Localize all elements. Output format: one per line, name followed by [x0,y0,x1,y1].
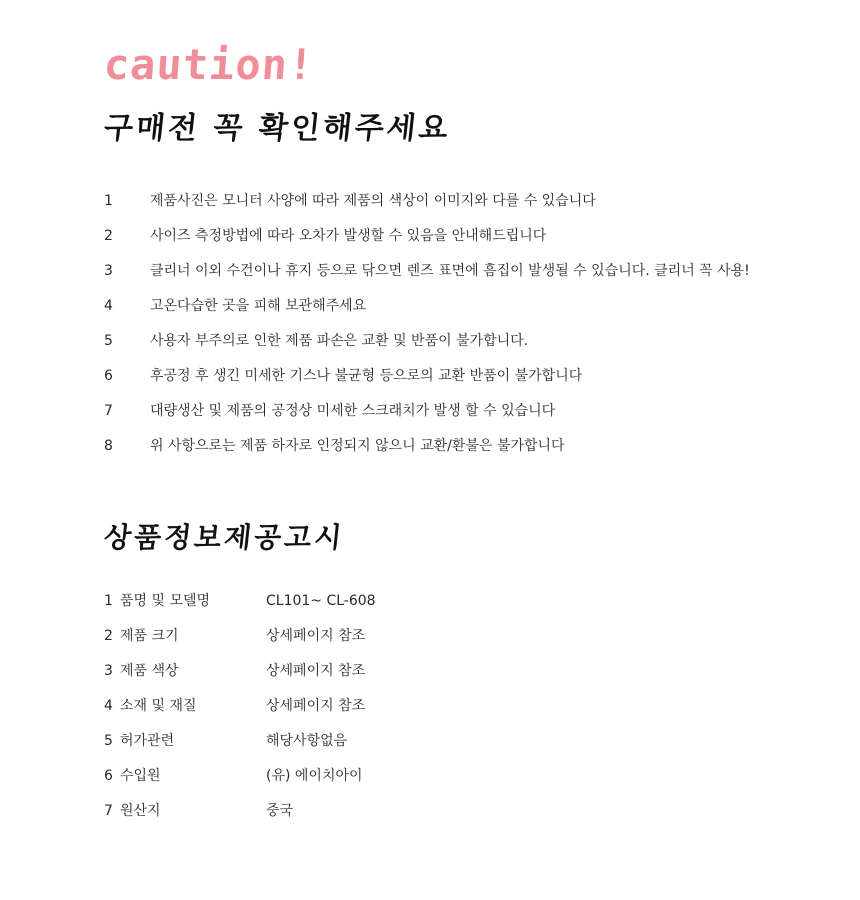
product-info-value: 중국 [266,803,294,819]
product-info-row [0,801,860,821]
caution-item-text: 대량생산 및 제품의 공정상 미세한 스크래치가 발생 할 수 있습니다 [150,403,556,419]
product-info-number: 7 [104,803,113,819]
caution-item-number: 1 [104,193,113,209]
product-info-value: 상세페이지 참조 [266,663,366,679]
caution-item [0,331,860,351]
caution-item-text: 고온다습한 곳을 피해 보관해주세요 [150,298,367,314]
product-info-label: 품명 및 모델명 [120,593,211,609]
caution-item-number: 7 [104,403,113,419]
product-info-number: 2 [104,628,113,644]
product-info-label: 수입원 [120,768,161,784]
product-info-value: (유) 에이치아이 [266,768,363,784]
product-info-value: CL101~ CL-608 [266,593,376,609]
caution-item-text: 제품사진은 모니터 사양에 따라 제품의 색상이 이미지와 다를 수 있습니다 [150,193,596,209]
product-info-label: 제품 색상 [120,663,179,679]
caution-item-number: 8 [104,438,113,454]
product-info-number: 3 [104,663,113,679]
caution-item [0,191,860,211]
product-info-label: 허가관련 [120,733,175,749]
product-info-value: 상세페이지 참조 [266,698,366,714]
caution-item-number: 2 [104,228,113,244]
product-info-row [0,766,860,786]
product-info-row [0,731,860,751]
caution-subtitle: 구매전 꼭 확인해주세요 [102,111,453,146]
product-info-value: 상세페이지 참조 [266,628,366,644]
caution-item [0,261,860,281]
caution-item-text: 위 사항으로는 제품 하자로 인정되지 않으니 교환/환불은 불가합니다 [150,438,565,454]
product-info-row [0,626,860,646]
product-info-value: 해당사항없음 [266,733,348,749]
product-info-row [0,661,860,681]
caution-title: caution! [102,40,317,89]
caution-item-number: 4 [104,298,113,314]
caution-item [0,436,860,456]
caution-item-text: 사이즈 측정방법에 따라 오차가 발생할 수 있음을 안내해드립니다 [150,228,547,244]
caution-item-number: 5 [104,333,113,349]
caution-item [0,401,860,421]
caution-item-number: 3 [104,263,113,279]
product-info-number: 6 [104,768,113,784]
product-info-row [0,591,860,611]
caution-item-number: 6 [104,368,113,384]
product-info-title: 상품정보제공고시 [102,521,347,554]
caution-item [0,296,860,316]
caution-item-text: 클리너 이외 수건이나 휴지 등으로 닦으면 렌즈 표면에 흠집이 발생될 수 있습니다. 클리너 꼭 사용! [150,263,750,279]
caution-item-text: 사용자 부주의로 인한 제품 파손은 교환 및 반품이 불가합니다. [150,333,529,349]
caution-item [0,366,860,386]
product-info-number: 5 [104,733,113,749]
product-info-number: 1 [104,593,113,609]
caution-item-text: 후공정 후 생긴 미세한 기스나 불균형 등으로의 교환 반품이 불가합니다 [150,368,583,384]
product-info-label: 소재 및 재질 [120,698,197,714]
caution-item [0,226,860,246]
product-info-label: 제품 크기 [120,628,179,644]
product-info-number: 4 [104,698,113,714]
product-info-label: 원산지 [120,803,161,819]
product-info-row [0,696,860,716]
